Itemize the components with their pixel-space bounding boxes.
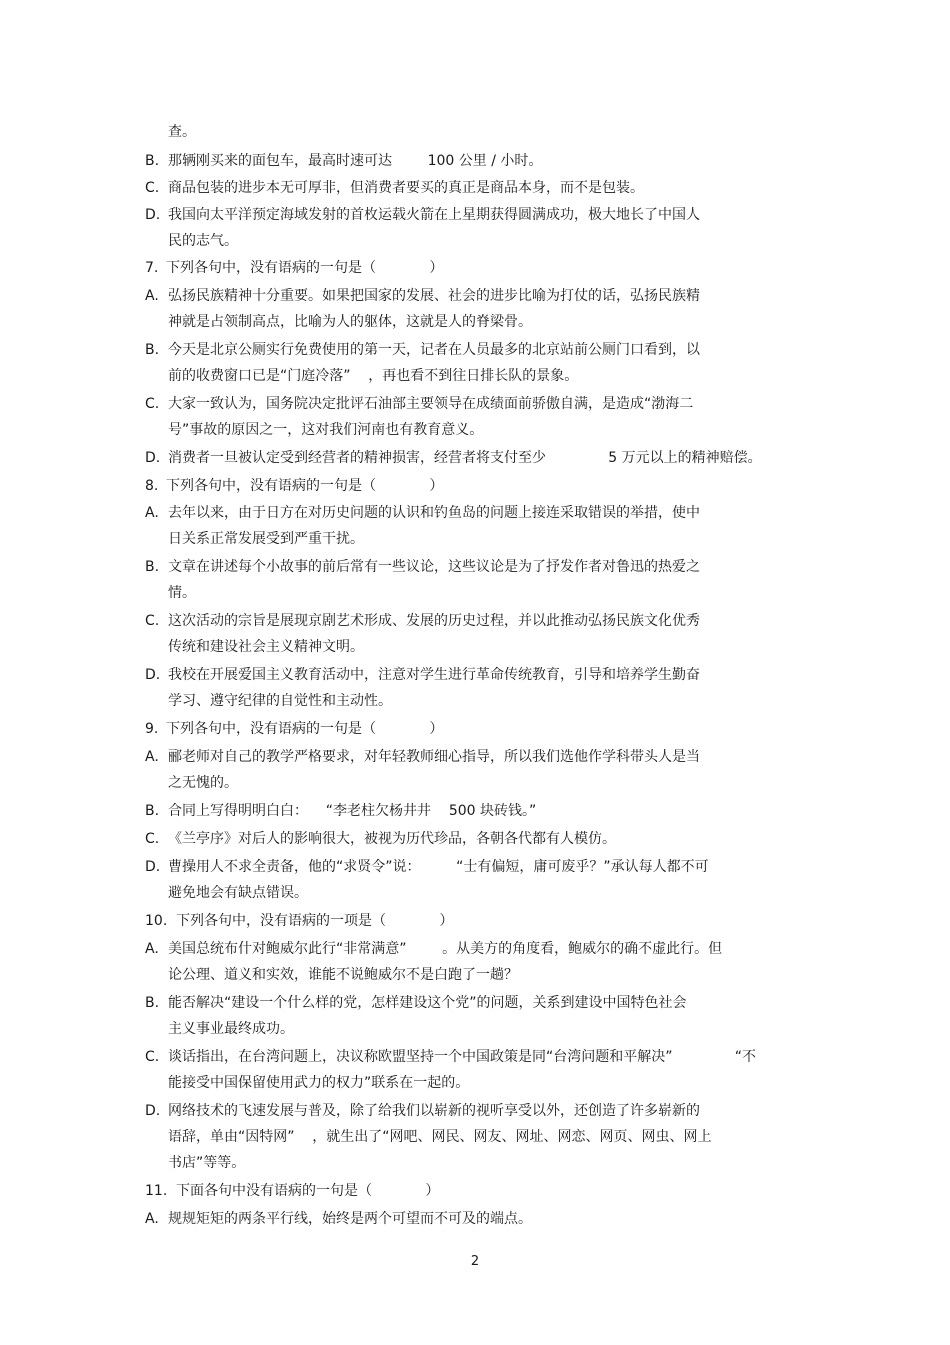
text-line: 学习、遵守纪律的自觉性和主动性。 — [168, 693, 392, 709]
text-line: 主义事业最终成功。 — [168, 1021, 294, 1037]
text-line: 民的志气。 — [168, 233, 238, 249]
item-label: A. — [145, 505, 159, 521]
item-label: D. — [145, 667, 161, 683]
text-line: 下面各句中没有语病的一句是（ ） — [176, 1183, 440, 1199]
text-line: 避免地会有缺点错误。 — [168, 885, 308, 901]
text-line: 日关系正常发展受到严重干扰。 — [168, 531, 364, 547]
item-label: A. — [145, 941, 159, 957]
text-line: 前的收费窗口已是“门庭冷落” ，再也看不到往日排长队的景象。 — [168, 368, 579, 384]
item-label: 9. — [145, 721, 159, 737]
text-line: 情。 — [168, 585, 196, 601]
text-line: 神就是占领制高点，比喻为人的躯体，这就是人的脊梁骨。 — [168, 314, 532, 330]
text-line: 能接受中国保留使用武力的权力”联系在一起的。 — [168, 1075, 470, 1091]
text-line: 下列各句中，没有语病的一句是（ ） — [166, 721, 444, 737]
item-label: D. — [145, 207, 161, 223]
text-line: 商品包装的进步本无可厚非，但消费者要买的真正是商品本身，而不是包装。 — [168, 180, 644, 196]
item-label: C. — [145, 396, 160, 412]
item-label: B. — [145, 995, 160, 1011]
item-label: 8. — [145, 478, 159, 494]
item-label: 7. — [145, 260, 159, 276]
text-line: 号”事故的原因之一，这对我们河南也有教育意义。 — [168, 422, 484, 438]
item-label: B. — [145, 342, 160, 358]
item-label: B. — [145, 559, 160, 575]
text-line: 消费者一旦被认定受到经营者的精神损害，经营者将支付至少 5 万元以上的精神赔偿。 — [168, 450, 762, 466]
text-line: 规规矩矩的两条平行线，始终是两个可望而不可及的端点。 — [168, 1211, 532, 1227]
text-line: 查。 — [168, 124, 196, 140]
text-line: 论公理、道义和实效，谁能不说鲍威尔不是白跑了一趟？ — [168, 967, 518, 983]
text-line: 弘扬民族精神十分重要。如果把国家的发展、社会的进步比喻为打仗的话，弘扬民族精 — [168, 288, 700, 304]
text-line: 网络技术的飞速发展与普及，除了给我们以崭新的视听享受以外，还创造了许多崭新的 — [168, 1103, 700, 1119]
item-label: C. — [145, 1049, 160, 1065]
text-line: 下列各句中，没有语病的一句是（ ） — [166, 478, 444, 494]
text-line: 之无愧的。 — [168, 775, 238, 791]
text-line: 我国向太平洋预定海域发射的首枚运载火箭在上星期获得圆满成功，极大地长了中国人 — [168, 207, 700, 223]
item-label: C. — [145, 180, 160, 196]
text-line: 语辞，单由“因特网” ，就生出了“网吧、网民、网友、网址、网恋、网页、网虫、网上 — [168, 1129, 712, 1145]
text-line: 这次活动的宗旨是展现京剧艺术形成、发展的历史过程，并以此推动弘扬民族文化优秀 — [168, 613, 700, 629]
item-label: C. — [145, 831, 160, 847]
item-label: A. — [145, 749, 159, 765]
text-line: 曹操用人不求全责备，他的“求贤令”说： “士有偏短，庸可废乎？”承认每人都不可 — [168, 859, 709, 875]
text-line: 文章在讲述每个小故事的前后常有一些议论，这些议论是为了抒发作者对鲁迅的热爱之 — [168, 559, 700, 575]
item-label: B. — [145, 153, 160, 169]
text-line: 书店”等等。 — [168, 1155, 246, 1171]
text-line: 那辆刚买来的面包车，最高时速可达 100 公里 / 小时。 — [168, 153, 543, 169]
text-line: 传统和建设社会主义精神文明。 — [168, 639, 364, 655]
text-line: 《兰亭序》对后人的影响很大，被视为历代珍品，各朝各代都有人模仿。 — [168, 831, 616, 847]
item-label: 10. — [145, 913, 168, 929]
item-label: D. — [145, 450, 161, 466]
text-line: 去年以来，由于日方在对历史问题的认识和钓鱼岛的问题上接连采取错误的举措，使中 — [168, 505, 700, 521]
text-line: 我校在开展爱国主义教育活动中，注意对学生进行革命传统教育，引导和培养学生勤奋 — [168, 667, 700, 683]
text-line: 下列各句中，没有语病的一项是（ ） — [176, 913, 454, 929]
item-label: C. — [145, 613, 160, 629]
text-line: 郦老师对自己的教学严格要求，对年轻教师细心指导，所以我们选他作学科带头人是当 — [168, 749, 700, 765]
text-line: 下列各句中，没有语病的一句是（ ） — [166, 260, 444, 276]
text-line: 大家一致认为，国务院决定批评石油部主要领导在成绩面前骄傲自满，是造成“渤海二 — [168, 396, 694, 412]
item-label: A. — [145, 288, 159, 304]
text-line: 美国总统布什对鲍威尔此行“非常满意” 。从美方的角度看，鲍威尔的确不虚此行。但 — [168, 941, 723, 957]
item-label: D. — [145, 1103, 161, 1119]
text-line: 谈话指出，在台湾问题上，决议称欧盟坚持一个中国政策是同“台湾问题和平解决” “不 — [168, 1049, 757, 1065]
item-label: 11. — [145, 1183, 168, 1199]
item-label: D. — [145, 859, 161, 875]
item-label: B. — [145, 803, 160, 819]
text-line: 合同上写得明明白白： “李老柱欠杨井井 500 块砖钱。” — [168, 803, 537, 819]
text-line: 今天是北京公厕实行免费使用的第一天，记者在人员最多的北京站前公厕门口看到，以 — [168, 342, 700, 358]
item-label: A. — [145, 1211, 159, 1227]
text-line: 能否解决“建设一个什么样的党，怎样建设这个党”的问题，关系到建设中国特色社会 — [168, 995, 687, 1011]
page-number: 2 — [470, 1254, 480, 1269]
